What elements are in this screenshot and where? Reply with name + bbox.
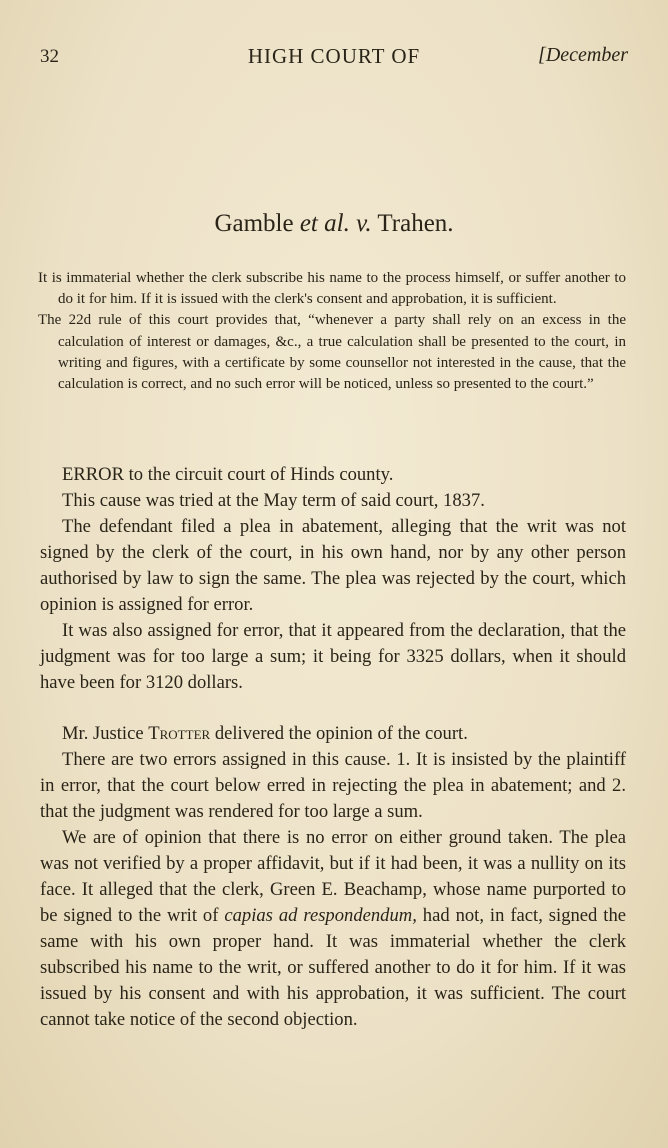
- case-title: [0, 210, 668, 238]
- statement-paragraph: The defendant filed a plea in abatement, alleging that the writ was not signed by the clerk of the court, in his own hand, nor by any other person authorised by law to sign the same. The plea was rejected by the court, which opinion is assigned for error.: [40, 516, 626, 615]
- intro-after: delivered the opinion of the court.: [214, 723, 468, 744]
- justice-name: Trotter: [148, 723, 211, 744]
- opinion-text: We are of opinion that there is no error on either ground taken. The plea was not verified by a proper affidavit, but if it had been, it was a nullity on its face. It alleged that the clerk, Green E. Beachamp, whose name purported to be signed to the writ of: [40, 827, 626, 926]
- opinion-paragraph: [40, 825, 626, 1033]
- headnote: It is immaterial whether the clerk subscribe his name to the process himself, or suffer another to do it for him. If it is issued with the clerk's consent and approbation, it is sufficient.: [38, 270, 626, 308]
- writ-name: capias ad respondendum,: [224, 905, 417, 926]
- page-header: [40, 42, 628, 72]
- opinion-intro: [40, 721, 626, 747]
- statement-paragraph: ERROR to the circuit court of Hinds county.: [62, 464, 394, 485]
- intro-before: Mr. Justice: [62, 723, 144, 744]
- opinion-body: [40, 462, 626, 1033]
- running-head: HIGH COURT OF: [247, 44, 421, 68]
- statement-paragraph: It was also assigned for error, that it appeared from the declaration, that the judgment was for too large a sum; it being for 3325 dollars, when it should have been for 3120 dollars.: [40, 620, 626, 693]
- headnote: The 22d rule of this court provides that, “whenever a party shall rely on an excess in the calculation of interest or damages, &c., a true calculation shall be presented to the court, in writing and figures, with a certificate by some counsellor not interested in the cause, that the calculation is correct, and no such error will be noticed, unless so presented to the court.”: [38, 312, 626, 393]
- opinion-text: had not, in fact, signed the same with his own proper hand. It was immaterial whether the clerk subscribed his name to the writ, or suffered another to do it for him. If it was issued by his consent and with his approbation, it was sufficient. The court cannot take notice of the second objection.: [40, 905, 626, 1030]
- versus: v.: [356, 210, 372, 237]
- et-al: et al.: [299, 210, 350, 237]
- party-1: Gamble: [214, 210, 294, 237]
- opinion-paragraph: There are two errors assigned in this cause. 1. It is insisted by the plaintiff in error, that the court below erred in rejecting the plea in abatement; and 2. that the judgment was rendered for too large a sum.: [40, 749, 626, 822]
- headnotes: [38, 268, 626, 395]
- running-month: [December: [538, 44, 628, 66]
- party-2: Trahen.: [377, 210, 454, 237]
- page-number: 32: [40, 46, 59, 67]
- statement-paragraph: This cause was tried at the May term of said court, 1837.: [62, 490, 485, 511]
